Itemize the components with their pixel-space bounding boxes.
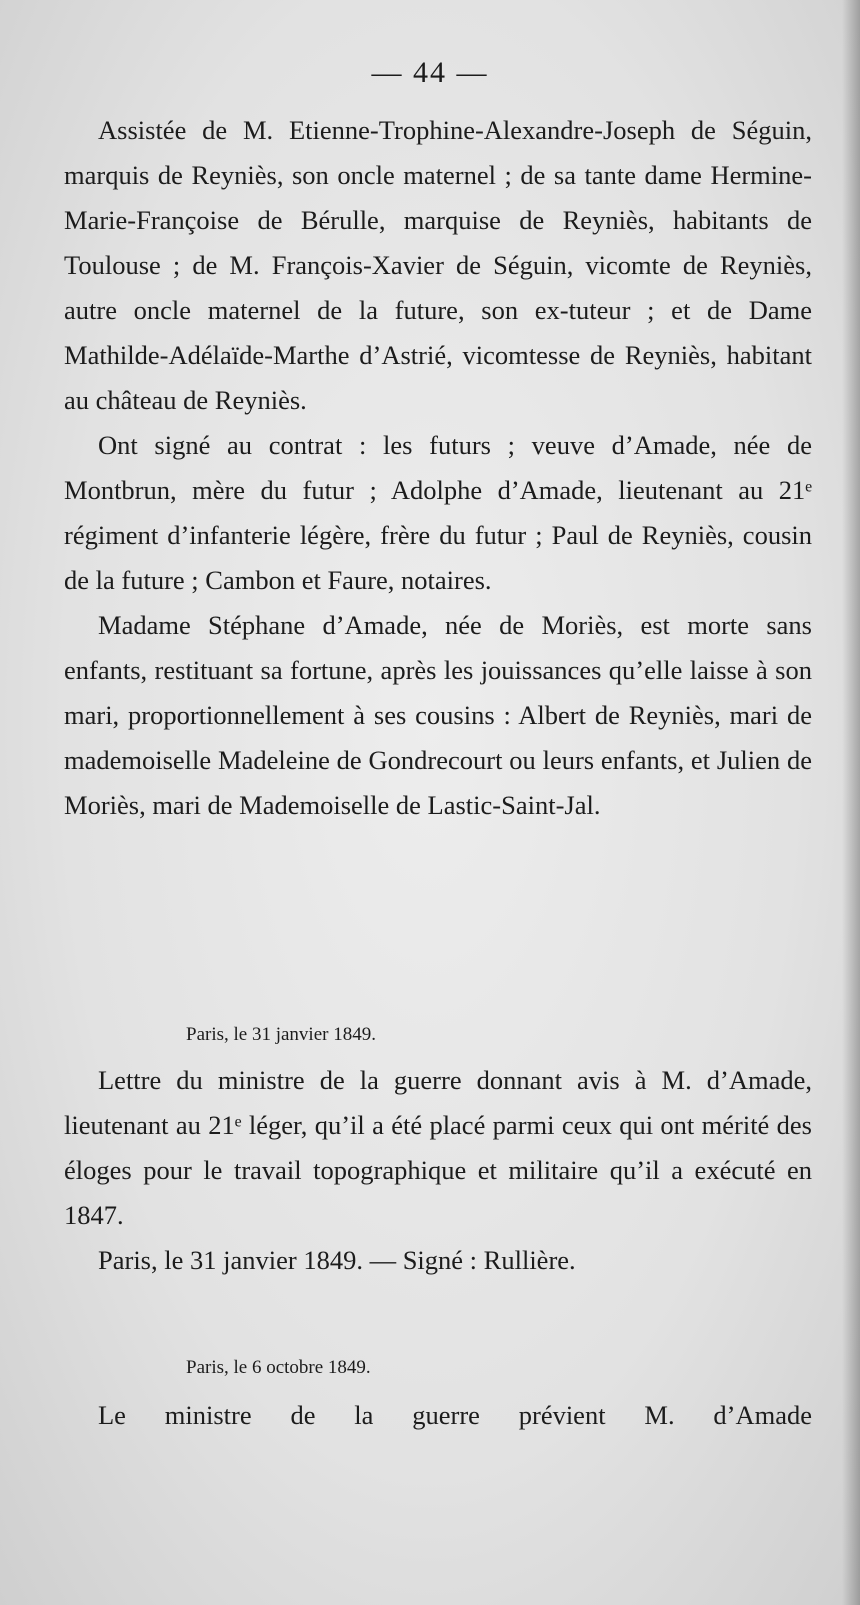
page-number: — 44 —	[371, 56, 489, 89]
body-text	[64, 108, 812, 828]
letter-2-dateline: Paris, le 6 octobre 1849.	[186, 1357, 371, 1378]
paragraph-madame-stephane: Madame Stéphane d’Amade, née de Moriès, est morte sans enfants, restituant sa fortune, après les jouissances qu’elle laisse à son mari, proportionnellement à ses cousins : Albert de Reyniès, mari de mademoiselle Madeleine de Gondrecourt ou leurs enfants, et Julien de Moriès, mari de Mademoiselle de Lastic-Saint-Jal.	[64, 610, 812, 820]
page-edge-shadow	[842, 0, 860, 1605]
letter-2	[64, 1355, 812, 1438]
letter-1-body: Lettre du ministre de la guerre donnant avis à M. d’Amade, lieutenant au 21ᵉ léger, qu’il a été placé parmi ceux qui ont mérité des éloges pour le travail topographique et militaire qu’il a exécuté en 1847.	[64, 1065, 812, 1230]
letter-1-signature: Paris, le 31 janvier 1849. — Signé : Rullière.	[98, 1245, 576, 1275]
letter-1	[64, 1022, 812, 1283]
paragraph-signatories: Ont signé au contrat : les futurs ; veuve d’Amade, née de Montbrun, mère du futur ; Adolphe d’Amade, lieutenant au 21ᵉ régiment d’infanterie légère, frère du futur ; Paul de Reyniès, cousin de la future ; Cambon et Faure, notaires.	[64, 430, 812, 595]
letter-1-dateline: Paris, le 31 janvier 1849.	[186, 1024, 376, 1045]
paragraph-assistee: Assistée de M. Etienne-Trophine-Alexandre-Joseph de Séguin, marquis de Reyniès, son oncle maternel ; de sa tante dame Hermine-Marie-Françoise de Bérulle, marquise de Reyniès, habitants de Toulouse ; de M. François-Xavier de Séguin, vicomte de Reyniès, autre oncle maternel de la future, son ex-tuteur ; et de Dame Mathilde-Adélaïde-Marthe d’Astrié, vicomtesse de Reyniès, habitant au château de Reyniès.	[64, 115, 812, 415]
letter-2-body: Le ministre de la guerre prévient M. d’Amade	[98, 1400, 812, 1430]
